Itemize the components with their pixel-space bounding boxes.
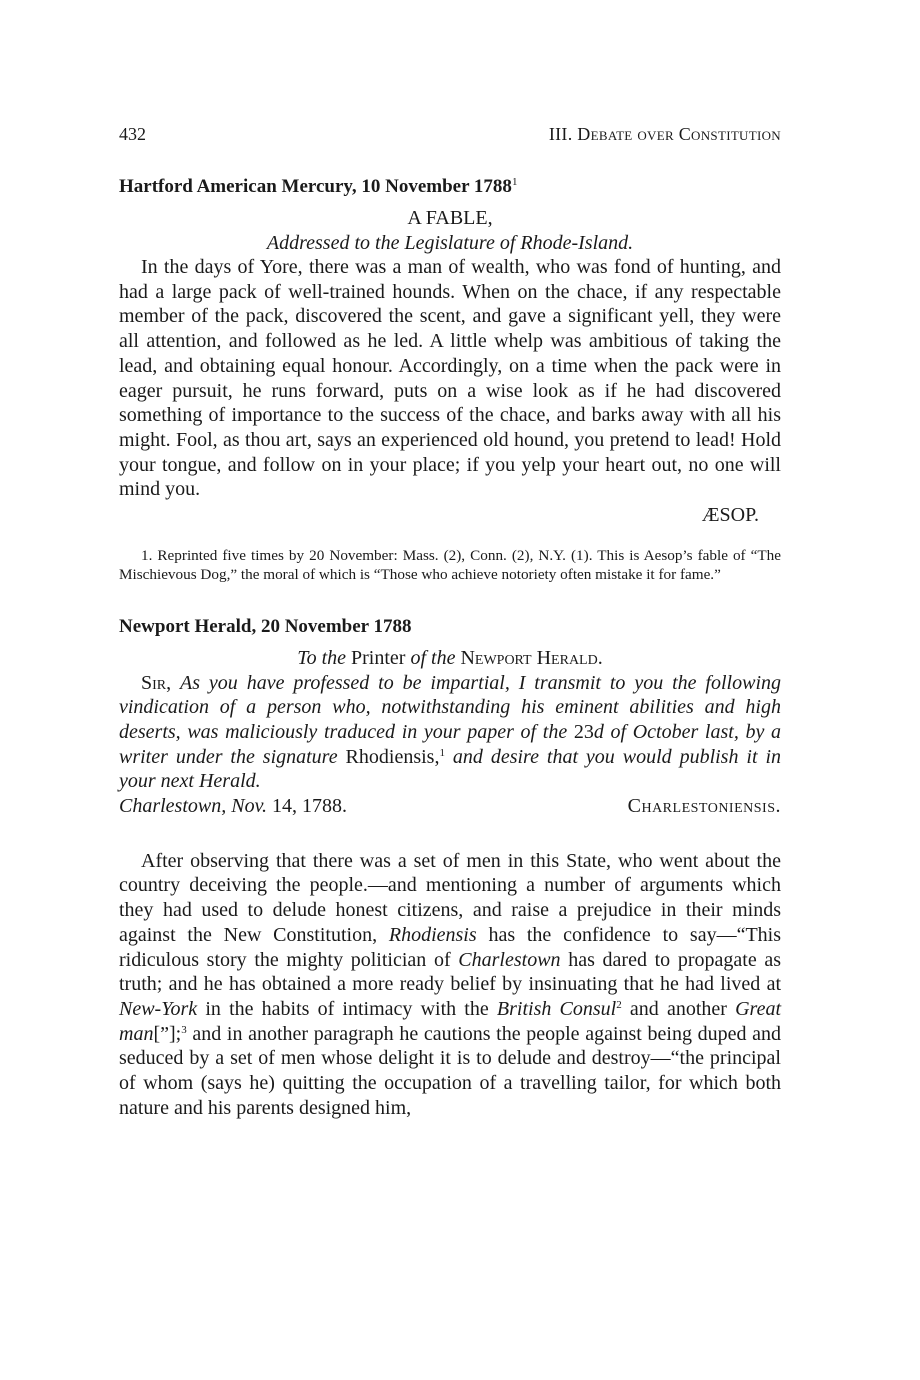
running-head [119, 120, 781, 148]
letter-pseudonym: Rhodiensis, [345, 745, 440, 768]
address-to-the: To the [297, 647, 347, 670]
dateline-signature: Charlestoniensis. [627, 795, 781, 818]
fable-title: A FABLE, [407, 207, 493, 229]
page [119, 120, 781, 1120]
letter-part-2: d of October last, by a writer under the signature [119, 720, 782, 768]
fable-subtitle: Addressed to the Legislature of Rhode-Island. [266, 231, 634, 254]
spacer [119, 819, 781, 849]
footnote-ref-1: 1 [439, 746, 445, 759]
dateline-date: 14, 1788. [271, 795, 347, 818]
footnote-ref-3: 3 [181, 1023, 187, 1036]
document-newport-herald [119, 614, 781, 1120]
essay-new-york: New-York [119, 997, 198, 1020]
essay-text-6: and in another paragraph he cautions the people against being duped and seduced by a set of men whose delight it is to delude and destroy—“the principal of whom (says he) quitting the occupation of a travelling tailor, for which both nature and his parents designed him, [119, 1022, 782, 1119]
dateline [119, 794, 781, 819]
address-paper: Newport Herald. [460, 647, 603, 670]
essay-text-4: in the habits of intimacy with the [205, 997, 489, 1020]
footnote-ref-2: 2 [616, 998, 622, 1011]
essay-text-3: has dared to propagate as truth; and he has obtained a more ready belief by insinuating that he had lived at [119, 948, 782, 996]
document-hartford-american-mercury [119, 174, 781, 584]
letter-text [119, 671, 781, 795]
dateline-place-date [119, 794, 347, 819]
letter-part-3: and desire that you would publish it in your next Herald. [119, 745, 782, 793]
essay-bracket: [”]; [153, 1022, 182, 1045]
essay-text-2: has the confidence to say—“This ridiculous story the mighty politician of [119, 923, 782, 971]
address-of-the: of the [410, 647, 456, 670]
essay-text-5: and another [629, 997, 727, 1020]
letter-date-number: 23 [573, 720, 594, 743]
dateline-place: Charlestown, Nov. [119, 795, 267, 818]
address-printer: Printer [351, 647, 406, 670]
fable-signature: ÆSOP. [701, 504, 759, 527]
essay-paragraph [119, 849, 781, 1121]
essay-british-consul: British Consul [496, 997, 617, 1020]
letter-part-1: As you have professed to be impartial, I transmit to you the following vindication of a person who, notwithstanding his eminent abilities and high deserts, was maliciously traduced in your paper of the [119, 671, 781, 743]
footnote-ref-1: 1 [511, 176, 518, 188]
letter-address [119, 646, 781, 671]
salutation: Sir, [141, 671, 172, 694]
essay-great-man: Great man [119, 997, 782, 1045]
running-title: III. Debate over Constitution [548, 124, 781, 144]
page-number: 432 [119, 124, 146, 144]
essay-text-1: After observing that there was a set of men in this State, who went about the country deceiving the people.—and mentioning a number of arguments which they had used to delude honest citizens, and raise a prejudice in their minds against the New Constitution, [119, 849, 781, 946]
essay-charlestown: Charlestown [458, 948, 561, 971]
document-heading: Newport Herald, 20 November 1788 [119, 616, 412, 638]
document-heading-text: Hartford American Mercury, 10 November 1788 [119, 176, 512, 197]
fable-body: In the days of Yore, there was a man of wealth, who was fond of hunting, and had a large pack of well-trained hounds. When on the chace, if any respectable member of the pack, discovered the scent, and gave a significant yell, they were all attention, and followed as he led. A little whelp was ambitious of taking the lead, and obtaining equal honour. Accordingly, on a time when the pack were in eager pursuit, he runs forward, puts on a wise look as if he had discovered something of importance to the success of the chace, and barks away with all his might. Fool, as thou art, says an experienced old hound, you pretend to lead! Hold your tongue, and follow on in your place; if you yelp your heart out, no one will mind you. [119, 256, 781, 501]
footnote: 1. Reprinted five times by 20 November: Mass. (2), Conn. (2), N.Y. (1). This is Aesop’s fable of “The Mischievous Dog,” the moral of which is “Those who achieve notoriety often mistake it for fame.” [119, 547, 781, 584]
document-heading [119, 174, 781, 200]
essay-rhodiensis: Rhodiensis [388, 923, 477, 946]
